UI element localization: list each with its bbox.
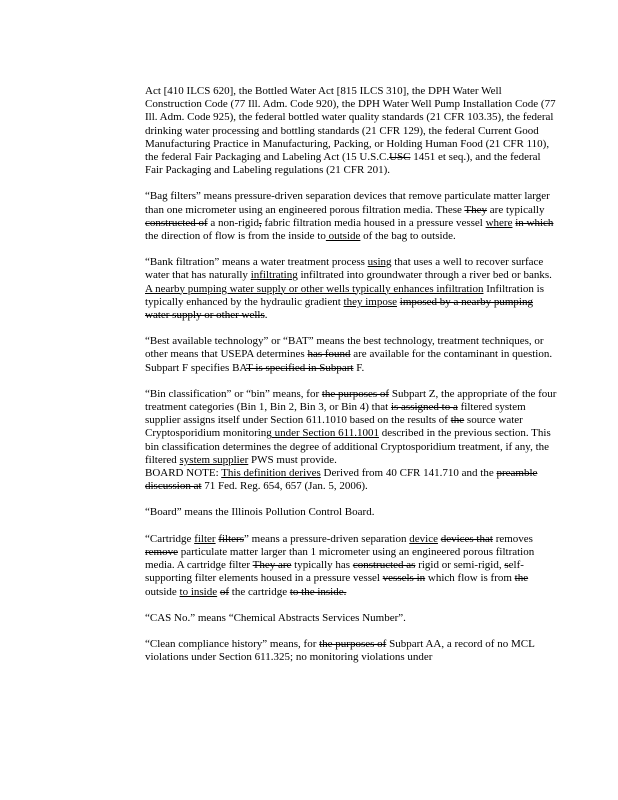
inserted-text: where [485, 216, 513, 229]
paragraph-text: Act [410 ILCS 620], the Bottled Water Act [815 ILCS 310], the DPH Water Well Construction Code (77 Ill. Adm. Code 920), the DPH Water Well Pump Installation Code (77 Ill. Adm. Code 925), the federal bottled water quality standards (21 CFR 103.35), the federal drinking water processing and bottling standards (21 CFR 129), the federal Current Good Manufacturing Practice in Manufacturing, Packing, or Holding Human Food (21 CFR 110), the federal Fair Packaging and Labeling Act (15 U.S.C. [145, 85, 556, 164]
paragraph-text: the cartridge [229, 585, 290, 598]
inserted-text: A nearby pumping water supply or other wells typically enhances infiltration [145, 282, 484, 295]
paragraph-text: source water Cryptosporidium monitoring [145, 414, 523, 440]
paragraph-text: “Best available technology” or “BAT” means the best technology, treatment techniques, or other means that USEPA determines [145, 335, 544, 361]
deleted-text: , [258, 216, 262, 229]
deleted-text: the purposes of [321, 387, 390, 400]
paragraph-text: the direction of flow is from the inside to [145, 230, 326, 243]
deleted-text: imposed by a nearby pumping water supply or other wells [145, 295, 533, 322]
inserted-text: filter [194, 532, 216, 545]
deleted-text: remove [145, 545, 178, 558]
definition-paragraph-cas-no [145, 612, 557, 625]
definition-paragraph-best-available-technology [145, 335, 557, 375]
definition-paragraph-clean-compliance-history [145, 638, 557, 664]
deleted-text: They [464, 203, 488, 216]
inserted-text: device [409, 532, 438, 545]
paragraph-text: “Board” means the Illinois Pollution Control Board. [145, 506, 375, 519]
paragraph-text: 71 Fed. Reg. 654, 657 (Jan. 5, 2006). [201, 480, 368, 493]
document-body [145, 85, 557, 677]
inserted-text: using [367, 256, 392, 269]
paragraph-text: “Bin classification” or “bin” means, for [145, 387, 322, 400]
deleted-text: is assigned to a [390, 401, 458, 414]
deleted-text: of [219, 585, 230, 598]
definition-paragraph-bank-filtration [145, 256, 557, 322]
paragraph-text: “Clean compliance history” means, for [145, 637, 320, 650]
definition-paragraph-board-note [145, 467, 557, 493]
paragraph-text: BOARD NOTE: [145, 467, 222, 480]
inserted-text: to inside [179, 585, 218, 598]
deleted-text: USC [389, 151, 411, 164]
inserted-text: under Section 611.1001 [271, 427, 379, 440]
paragraph-text: rigid or semi-rigid, [415, 559, 505, 572]
deleted-text: vessels in [382, 572, 426, 585]
inserted-text: they impose [343, 295, 398, 308]
definition-paragraph-cartridge-filter [145, 533, 557, 599]
paragraph-text: of the bag to outside. [360, 230, 456, 243]
deleted-text: in which [515, 216, 554, 229]
paragraph-text: Derived from 40 CFR 141.710 and the [320, 467, 497, 480]
deleted-text: the [514, 572, 529, 585]
inserted-text: outside [325, 230, 361, 243]
paragraph-text: “Bag filters” means pressure-driven separation devices that remove particulate matter larger than one micrometer using an engineered porous filtration media. These [145, 190, 550, 216]
deleted-text: has found [307, 348, 351, 361]
deleted-text: the [450, 414, 465, 427]
definition-paragraph-bin-classification [145, 388, 557, 467]
paragraph-text: are available for the contaminant in question. Subpart F specifies BA [145, 348, 553, 374]
paragraph-text: described in the previous section. This bin classification determines the degree of additional Cryptosporidium treatment, if any, the filtered [145, 427, 551, 466]
deleted-text: constructed of [145, 216, 208, 229]
deleted-text: preamble discussion at [145, 467, 538, 493]
paragraph-text: which flow is from [425, 572, 515, 585]
paragraph-text: that uses a well to recover surface water that has naturally [145, 256, 544, 282]
paragraph-text: removes [492, 532, 533, 545]
paragraph-text: infiltrated into groundwater through a river bed or banks. [297, 269, 552, 282]
paragraph-text: “Cartridge [145, 532, 195, 545]
deleted-text: They are [252, 559, 292, 572]
paragraph-text: typically has [291, 559, 353, 572]
paragraph-text: F. [353, 361, 365, 374]
paragraph-text: 1451 et seq.), and the federal Fair Packaging and Labeling regulations (21 CFR 201). [145, 151, 541, 177]
paragraph-text: filtered system supplier assigns itself under Section 611.1010 based on the results of [145, 401, 526, 427]
definition-paragraph-board [145, 506, 557, 519]
deleted-text: devices that [440, 532, 493, 545]
paragraph-text: Infiltration is typically enhanced by the hydraulic gradient [145, 282, 544, 308]
deleted-text: s [504, 559, 509, 572]
paragraph-text: Subpart Z, the appropriate of the four treatment categories (Bin 1, Bin 2, Bin 3, or Bin 4) that [145, 387, 557, 414]
deleted-text: to the inside. [289, 585, 347, 598]
paragraph-text: . [264, 309, 268, 322]
paragraph-text: Subpart AA, a record of no MCL violations under Section 611.325; no monitoring violations under [145, 637, 535, 664]
paragraph-text: particulate matter larger than 1 micrometer using an engineered porous filtration media. A cartridge filter [145, 545, 535, 572]
paragraph-text: “CAS No.” means “Chemical Abstracts Services Number”. [145, 611, 406, 624]
definition-paragraph-bag-filters [145, 190, 557, 243]
deleted-text: filters [218, 532, 244, 545]
deleted-text: the purposes of [319, 637, 387, 650]
paragraph-text: a non-rigid [207, 216, 259, 229]
inserted-text: This definition derives [221, 467, 321, 480]
paragraph-text: “Bank filtration” means a water treatment process [145, 256, 368, 269]
paragraph-text: fabric filtration media housed in a pressure vessel [261, 216, 486, 229]
inserted-text: infiltrating [250, 269, 298, 282]
paragraph-text: elf-supporting filter elements housed in a pressure vessel [145, 559, 524, 585]
paragraph-text: PWS must provide. [248, 453, 337, 466]
deleted-text: constructed as [352, 559, 416, 572]
deleted-text: T is specified in Subpart [246, 361, 354, 374]
paragraph-text: ” means a pressure-driven separation [244, 532, 410, 545]
definition-paragraph-continuation [145, 85, 557, 177]
inserted-text: system supplier [179, 453, 249, 466]
paragraph-text: outside [145, 585, 180, 598]
paragraph-text: are typically [487, 203, 545, 216]
